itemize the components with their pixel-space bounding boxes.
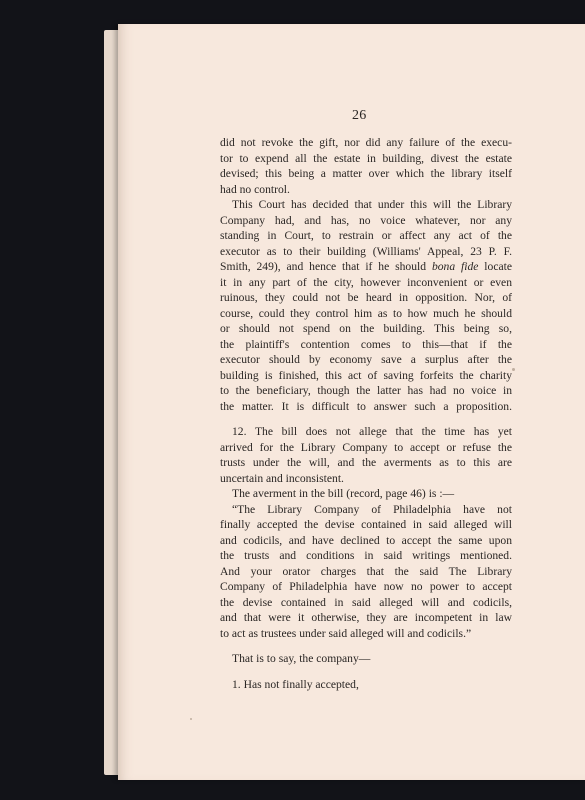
text-line-with-italic	[220, 259, 512, 275]
text-line: or should not spend on the building. This being so,	[220, 322, 512, 335]
paragraph-numbered-12	[220, 424, 512, 486]
text-line: did not revoke the gift, nor did any failure of the execu-	[220, 136, 512, 149]
text-line: executor should by economy save a surplus after the	[220, 353, 512, 366]
text-line: finally accepted the devise contained in said alleged will	[220, 518, 512, 531]
paper-speck	[512, 368, 515, 371]
text-segment: locate	[484, 260, 512, 273]
text-line: “The Library Company of Philadelphia have not	[232, 502, 512, 516]
text-line: trusts under the will, and the averments as to this are	[220, 456, 512, 469]
list-item-1	[220, 677, 512, 693]
text-line: course, could they control him as to how much he should	[220, 306, 512, 320]
text-line: tor to expend all the estate in building, divest the estate	[220, 151, 512, 165]
body-text	[220, 135, 512, 692]
text-line: The averment in the bill (record, page 46) is :—	[232, 487, 455, 500]
text-line: That is to say, the company—	[232, 652, 371, 665]
paragraph-court-decision	[220, 197, 512, 414]
page-number: 26	[352, 108, 367, 123]
quoted-averment	[220, 502, 512, 642]
paper-speck	[190, 718, 192, 720]
text-line: And your orator charges that the said The Library	[220, 564, 512, 578]
text-line: the trusts and conditions in said writings mentioned.	[220, 549, 512, 562]
paragraph-averment-intro	[220, 486, 512, 502]
text-line: to the beneficiary, though the latter has had no voice in	[220, 384, 512, 397]
text-line: 1. Has not finally accepted,	[232, 677, 359, 691]
text-line: executor as to their building (Williams' Appeal, 23 P. F.	[220, 244, 512, 258]
paragraph-that-is-to-say	[220, 651, 512, 667]
text-line: to act as trustees under said alleged will and codicils.”	[220, 626, 472, 640]
text-segment: Smith, 249), and hence that if he should	[220, 260, 427, 273]
text-line: the devise contained in said alleged will and codicils,	[220, 595, 512, 609]
text-line: it in any part of the city, however inconvenient or even	[220, 275, 512, 289]
italic-phrase: bona fide	[431, 260, 479, 273]
paragraph-gap	[220, 641, 512, 651]
text-line: This Court has decided that under this will the Library	[232, 198, 512, 211]
text-line: the plaintiff's contention comes to this—that if the	[220, 337, 512, 351]
text-line: Company of Philadelphia have now no power to accept	[220, 580, 512, 593]
text-line: Company had, and has, no voice whatever, nor any	[220, 213, 512, 227]
paragraph-continuation	[220, 135, 512, 197]
text-line: standing in Court, to restrain or affect any act of the	[220, 229, 512, 242]
text-line: the matter. It is difficult to answer such a proposition.	[220, 399, 512, 413]
text-line: uncertain and inconsistent.	[220, 471, 344, 485]
text-line: building is finished, this act of saving forfeits the charity	[220, 368, 512, 382]
text-line: had no control.	[220, 182, 290, 196]
text-line: and that were it otherwise, they are incompetent in law	[220, 611, 512, 624]
text-line: 12. The bill does not allege that the time has yet	[232, 425, 512, 438]
paragraph-gap	[220, 667, 512, 677]
text-line: ruinous, they could not be heard in opposition. Nor, of	[220, 291, 512, 304]
text-line: and codicils, and have declined to accept the same upon	[220, 533, 512, 547]
text-line: devised; this being a matter over which the library itself	[220, 167, 512, 180]
paragraph-gap	[220, 414, 512, 424]
text-line: arrived for the Library Company to accept or refuse the	[220, 440, 512, 454]
